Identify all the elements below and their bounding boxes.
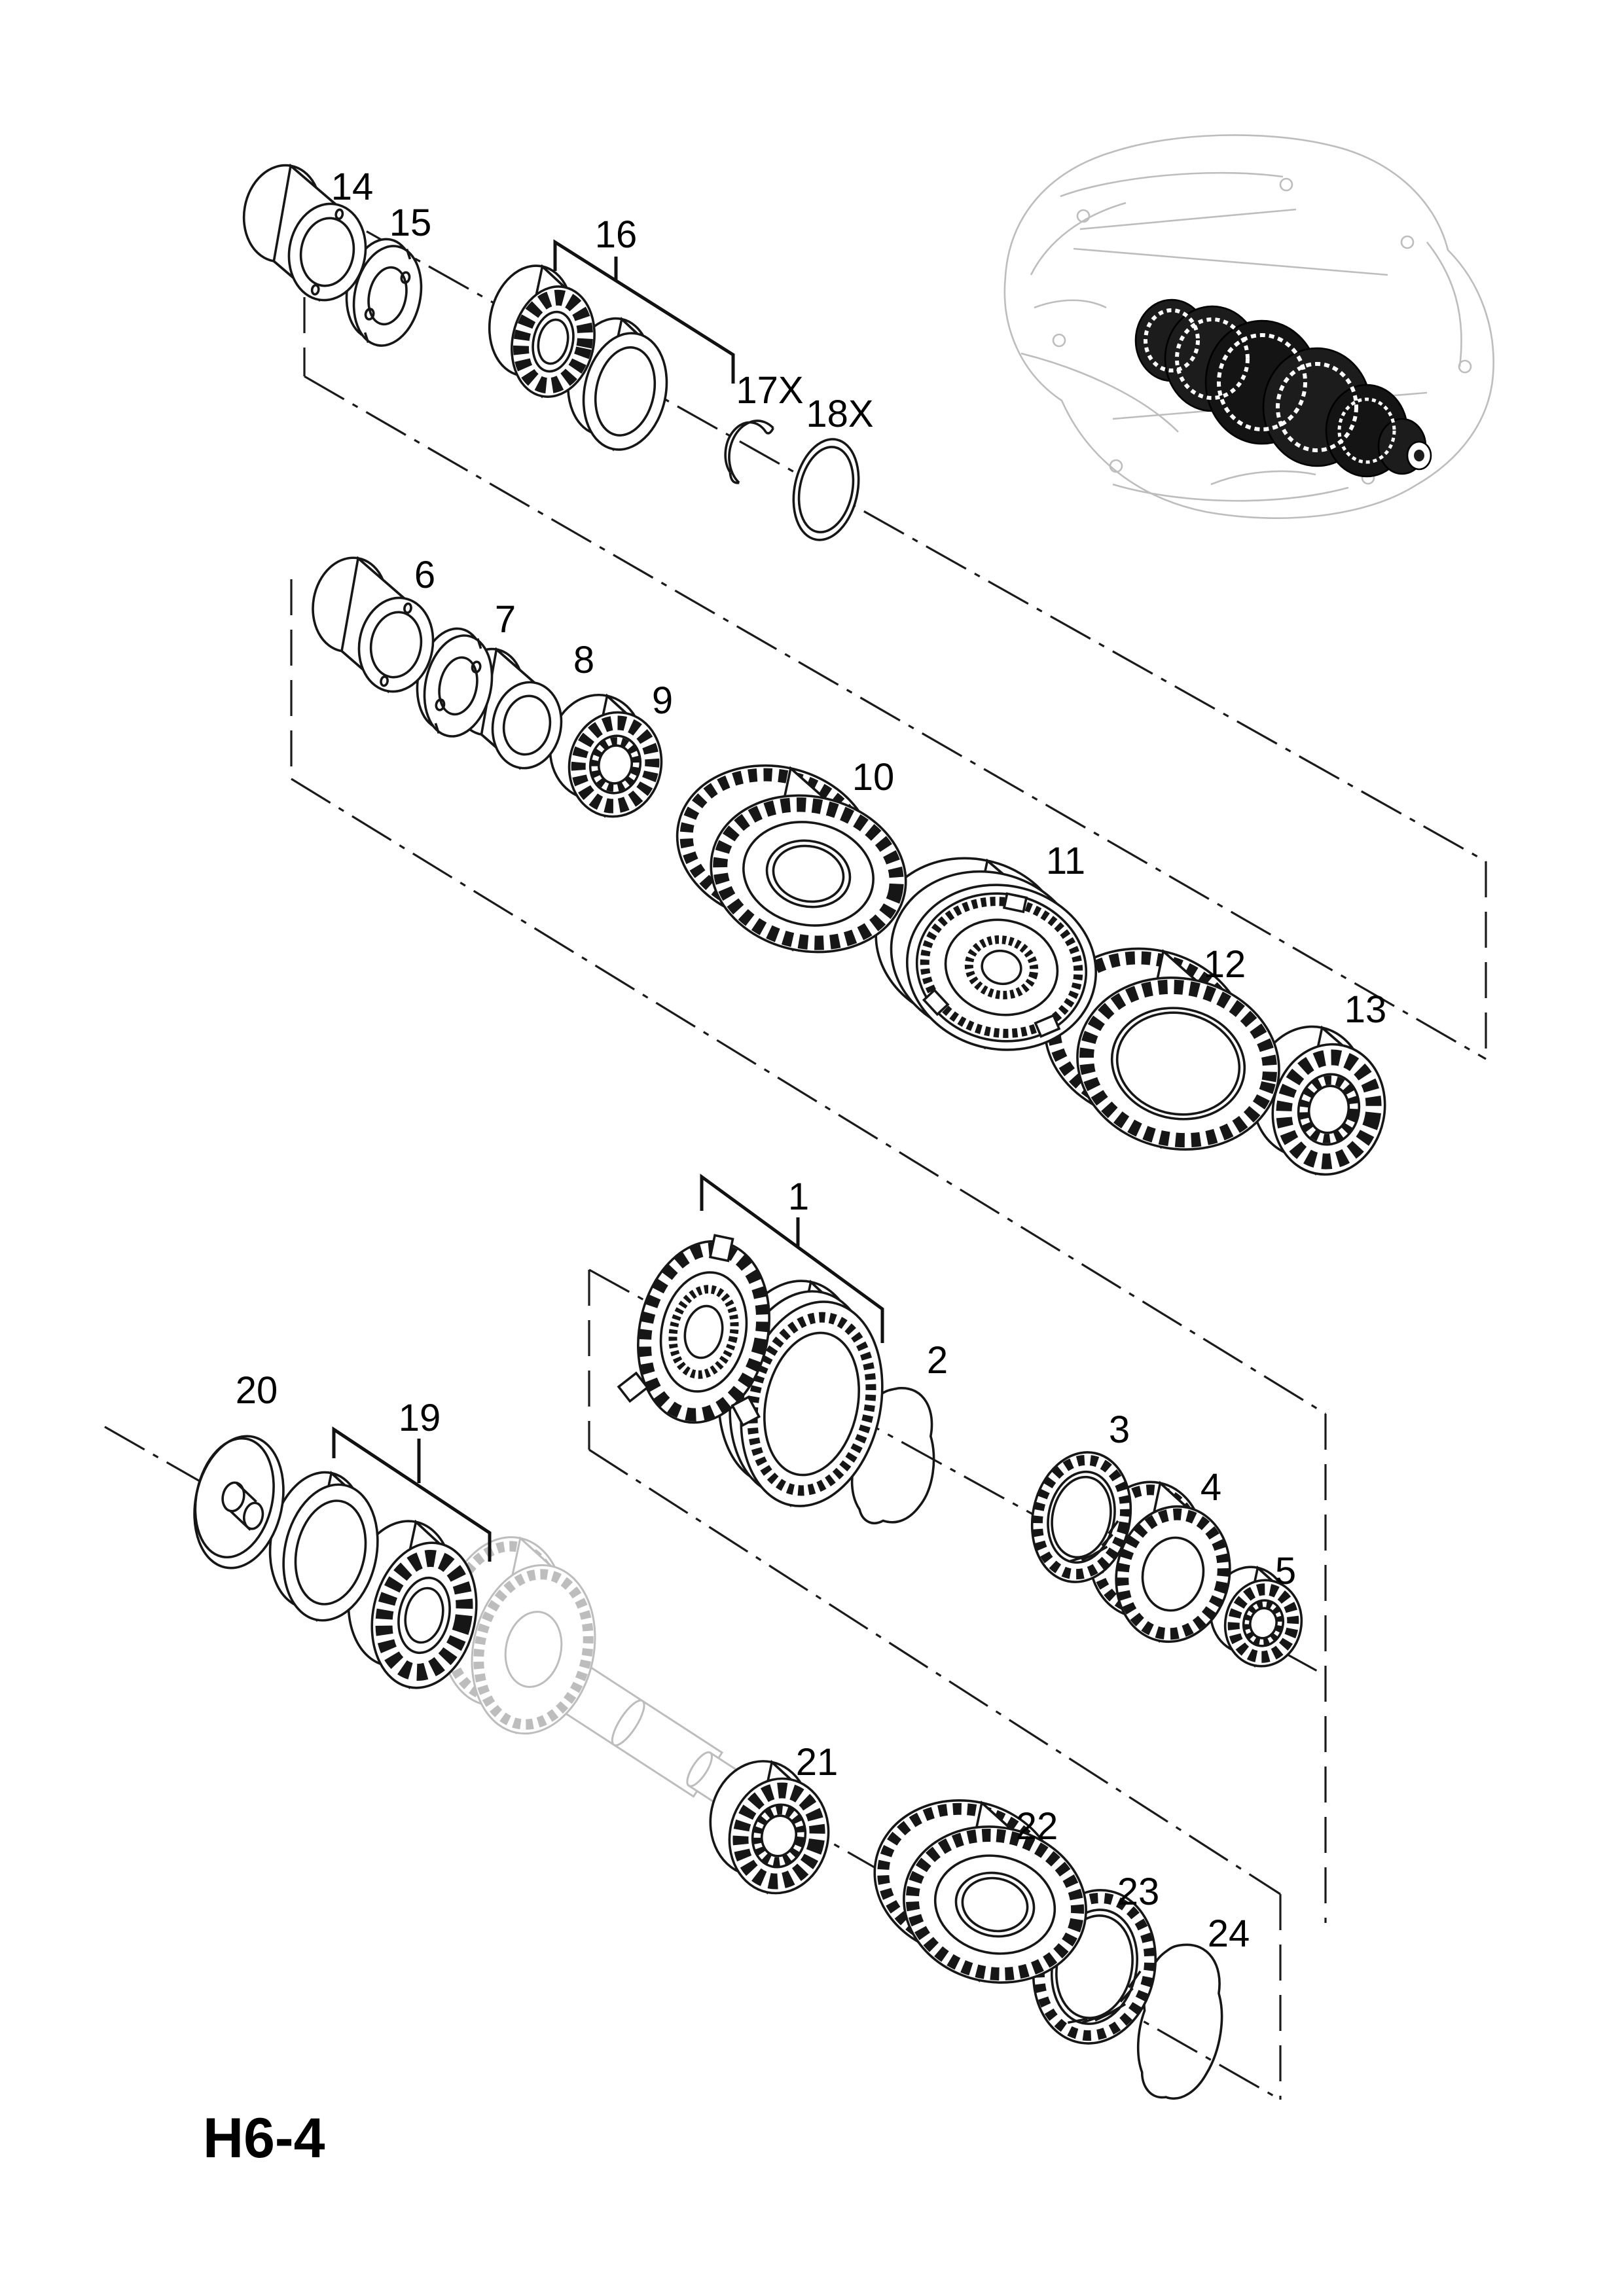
- part-label-5: 5: [1274, 1550, 1297, 1592]
- part-label-15: 15: [389, 202, 432, 244]
- part-label-20: 20: [235, 1369, 278, 1412]
- part-label-11: 11: [1045, 840, 1086, 882]
- part-18x-ring: [785, 433, 867, 547]
- part-label-14: 14: [331, 166, 374, 208]
- part-label-19: 19: [398, 1397, 441, 1439]
- part-label-22: 22: [1015, 1805, 1058, 1848]
- part-label-12: 12: [1203, 943, 1246, 986]
- part-label-17X: 17X: [736, 369, 804, 412]
- part-label-3: 3: [1108, 1408, 1130, 1451]
- drawing-code: H6-4: [203, 2107, 325, 2170]
- part-label-1: 1: [787, 1175, 810, 1218]
- part-label-6: 6: [414, 554, 436, 596]
- part-label-16: 16: [594, 213, 638, 256]
- part-17x-snap-ring: [721, 417, 774, 487]
- part-label-2: 2: [926, 1339, 948, 1382]
- part-label-7: 7: [494, 598, 516, 641]
- part-label-10: 10: [852, 756, 895, 798]
- part-label-23: 23: [1117, 1871, 1160, 1913]
- part-label-24: 24: [1207, 1912, 1250, 1955]
- part-label-8: 8: [573, 639, 595, 681]
- gearbox-housing-illustration: [1005, 135, 1494, 518]
- part-label-9: 9: [651, 679, 674, 722]
- part-label-18X: 18X: [806, 393, 874, 435]
- part-label-13: 13: [1344, 988, 1387, 1031]
- part-label-21: 21: [795, 1741, 839, 1784]
- part-label-4: 4: [1200, 1466, 1222, 1509]
